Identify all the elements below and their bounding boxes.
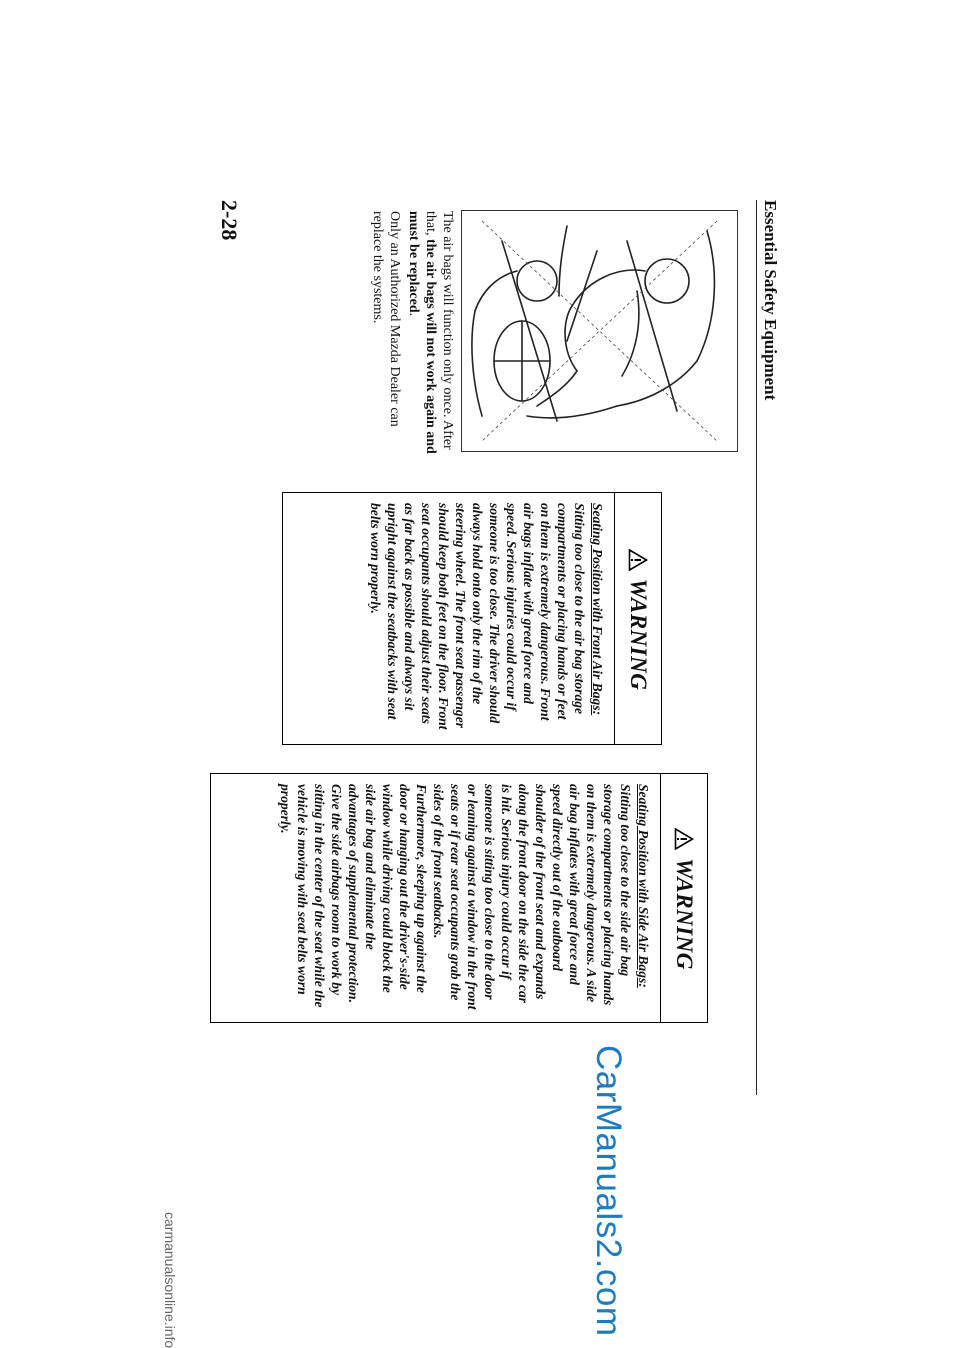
warning-divider bbox=[660, 774, 661, 1022]
header-rule bbox=[756, 200, 757, 1095]
watermark-carmanuals2: CarManuals2.com bbox=[589, 1045, 628, 1337]
dealer-replace-paragraph: Only an Authorized Mazda Dealer can replace the systems. bbox=[370, 211, 402, 427]
warning-subtitle: Seating Position with Side Air Bags: bbox=[636, 784, 651, 988]
page-number: 2-28 bbox=[217, 200, 242, 241]
warning-divider bbox=[614, 493, 615, 744]
warning-title: WARNING bbox=[672, 858, 697, 970]
warning-text: Sitting too close to the side air bag storage compartments or placing hands on them is extremely dangerous. A side air bag inflates with great force and speed directly out of the outboard shoulder of the front seat and expands along the front door on the side the car is hit. Serious injury could occur if someone is sitting too close to the door or leaning against a window in the front seats or if rear seat occupants grab the sides of the front seatbacks. Furthermore, sleeping up against the door or hanging out the driver's-side window while driving could block the side air bag and eliminate the advantages of supplemental protection. Give the side airbags room to work by sitting in the center of the seat while the vehicle is moving with seat belts worn properly. bbox=[278, 784, 633, 1010]
p1-end: . bbox=[406, 312, 421, 317]
footer-site-url: carmanualsonline.info bbox=[162, 1212, 178, 1348]
warning-triangle-icon bbox=[628, 549, 648, 571]
air-bag-seating-illustration bbox=[461, 210, 738, 452]
p1-bold: the air bags will not work again and must be replaced bbox=[406, 211, 438, 454]
warning-box-front-air-bags bbox=[282, 492, 662, 745]
section-title: Essential Safety Equipment bbox=[761, 200, 780, 401]
warning-triangle-icon bbox=[674, 828, 694, 850]
warning-title: WARNING bbox=[626, 578, 651, 691]
warning-header bbox=[615, 503, 661, 736]
warning-text: Sitting too close to the air bag storage compartments or placing hands or feet on them is extremely dangerous. Front air bags inflate with great force and speed. Serious injuries could occur if someone is too close. The driver should always hold onto only the rim of the steering wheel. The front seat passenger should keep both feet on the floor. Front seat occupants should adjust their seats as far back as possible and always sit upright against the seatbacks with seat belts worn properly. bbox=[368, 503, 587, 730]
p1-lead: The air bags will function only once. After that, bbox=[423, 211, 455, 450]
warning-subtitle: Seating Position with Front Air Bags: bbox=[590, 503, 605, 716]
warning-header bbox=[661, 784, 707, 1014]
air-bag-function-paragraph bbox=[405, 211, 456, 456]
warning-box-side-air-bags bbox=[210, 773, 708, 1023]
illustration-drawing bbox=[462, 211, 737, 451]
